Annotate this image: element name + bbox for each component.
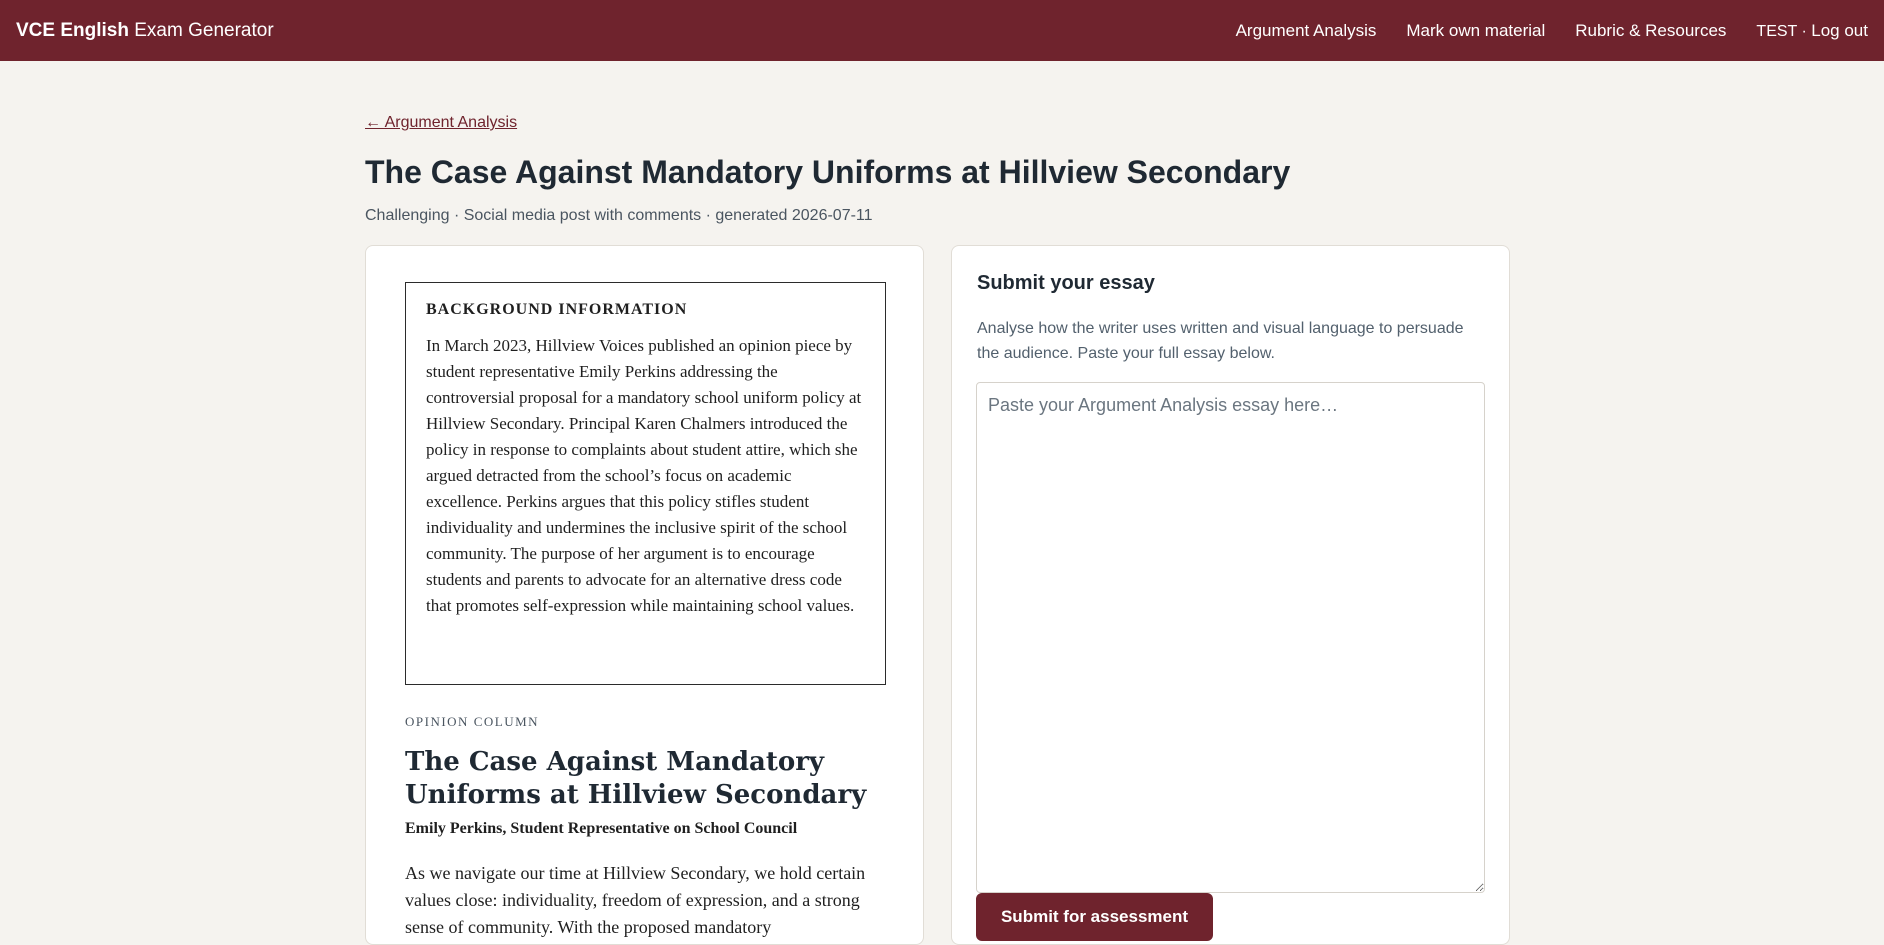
nav-link-rubric-resources[interactable]: Rubric & Resources [1575, 20, 1727, 40]
page-title: The Case Against Mandatory Uniforms at Hillview Secondary [365, 154, 1291, 190]
submission-instructions: Analyse how the writer uses written and visual language to persuade the audience. Paste your full essay below. [977, 320, 1464, 362]
article-kicker: OPINION COLUMN [405, 714, 540, 729]
brand-name-bold: VCE English [16, 19, 129, 41]
brand-name-rest: Exam Generator [134, 19, 274, 41]
logout-link[interactable]: Log out [1811, 20, 1868, 40]
top-navbar [0, 0, 1884, 61]
nav-link-mark-own-material[interactable]: Mark own material [1406, 20, 1546, 40]
brand-logo[interactable] [16, 20, 274, 42]
nav-links [1206, 21, 1868, 41]
user-name: TEST [1756, 22, 1798, 40]
essay-input[interactable] [976, 382, 1485, 893]
submit-button[interactable]: Submit for assessment [976, 893, 1213, 941]
material-card [365, 245, 924, 945]
nav-link-argument-analysis[interactable]: Argument Analysis [1235, 20, 1377, 40]
background-info-heading: BACKGROUND INFORMATION [426, 301, 688, 318]
submission-card [951, 245, 1510, 945]
submission-title: Submit your essay [977, 272, 1155, 294]
article-byline: Emily Perkins, Student Representative on School Council [405, 820, 798, 837]
page-meta: Challenging · Social media post with comments · generated 2026-07-11 [365, 207, 873, 224]
user-menu [1756, 21, 1868, 41]
background-info-box [405, 282, 886, 685]
article-title: The Case Against Mandatory Uniforms at Hillview Secondary [405, 747, 867, 810]
article-body: As we navigate our time at Hillview Secondary, we hold certain values close: individuality, freedom of expression, and a strong sense of community. With the proposed mandatory [405, 863, 866, 937]
back-link[interactable]: ← Argument Analysis [365, 114, 518, 131]
background-info-text: In March 2023, Hillview Voices published an opinion piece by student representative Emily Perkins addressing the controversial proposal for a mandatory school uniform policy at Hillview Secondary. Principal Karen Chalmers introduced the policy in response to complaints about student attire, which she argued detracted from the school’s focus on academic excellence. Perkins argues that this policy stifles student individuality and undermines the inclusive spirit of the school community. The purpose of her argument is to encourage students and parents to advocate for an alternative dress code that promotes self-expression while maintaining school values. [426, 336, 862, 615]
user-separator: · [1801, 22, 1807, 40]
